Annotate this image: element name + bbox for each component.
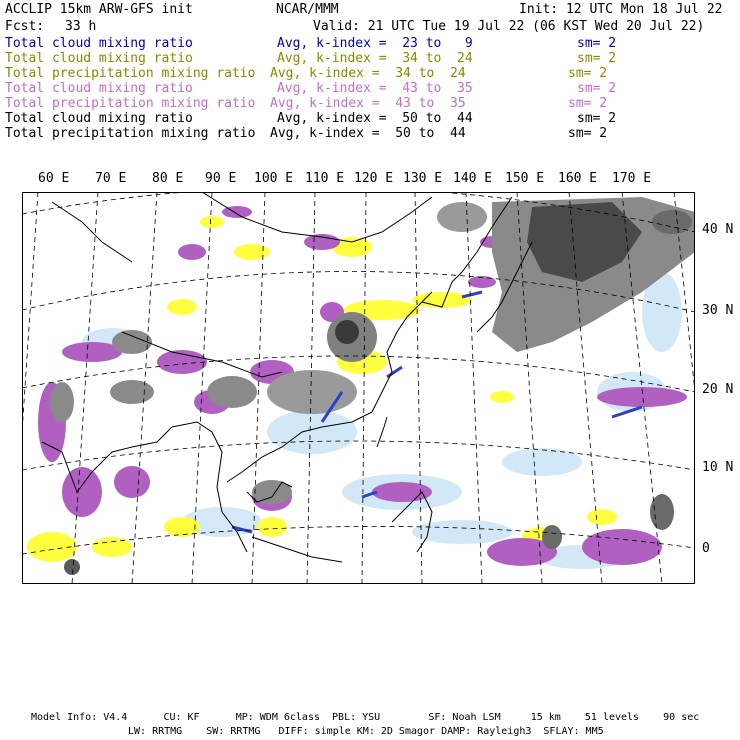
- field-avg-3: Avg, k-index = 34 to 24: [270, 66, 466, 81]
- field-sm-4: sm= 2: [577, 81, 617, 96]
- field-name-1: Total cloud mixing ratio: [5, 36, 193, 51]
- field-avg-1: Avg, k-index = 23 to 9: [277, 36, 473, 51]
- field-name-5: Total precipitation mixing ratio: [5, 96, 256, 111]
- lon-label-70e: 70 E: [95, 171, 127, 186]
- org-label: NCAR/MMM: [276, 2, 339, 17]
- field-avg-6: Avg, k-index = 50 to 44: [277, 111, 473, 126]
- field-sm-7: sm= 2: [568, 126, 608, 141]
- fcst-label: Fcst:: [5, 19, 45, 34]
- model-info-line-1: Model Info: V4.4 CU: KF MP: WDM 6class PBL: YSU SF: Noah LSM 15 km 51 levels 90 sec: [31, 712, 700, 723]
- field-name-2: Total cloud mixing ratio: [5, 51, 193, 66]
- map-title: ACCLIP 15km ARW-GFS init: [5, 2, 193, 17]
- model-info-line-2: LW: RRTMG SW: RRTMG DIFF: simple KM: 2D Smagor DAMP: Rayleigh3 SFLAY: MM5: [128, 726, 604, 737]
- lat-label-0: 0: [702, 541, 710, 556]
- lat-label-40n: 40 N: [702, 222, 734, 237]
- field-sm-5: sm= 2: [568, 96, 608, 111]
- field-avg-5: Avg, k-index = 43 to 35: [270, 96, 466, 111]
- lon-label-110e: 110 E: [305, 171, 345, 186]
- lon-label-160e: 160 E: [558, 171, 598, 186]
- field-name-3: Total precipitation mixing ratio: [5, 66, 256, 81]
- field-sm-3: sm= 2: [568, 66, 608, 81]
- lon-label-80e: 80 E: [152, 171, 184, 186]
- lon-label-140e: 140 E: [453, 171, 493, 186]
- init-time: Init: 12 UTC Mon 18 Jul 22: [519, 2, 723, 17]
- lon-label-100e: 100 E: [254, 171, 294, 186]
- valid-time: Valid: 21 UTC Tue 19 Jul 22 (06 KST Wed 20 Jul 22): [313, 19, 705, 34]
- field-avg-7: Avg, k-index = 50 to 44: [270, 126, 466, 141]
- lon-label-170e: 170 E: [612, 171, 652, 186]
- forecast-map: [22, 192, 695, 584]
- fcst-value: 33 h: [65, 19, 97, 34]
- lon-label-150e: 150 E: [505, 171, 545, 186]
- lat-label-10n: 10 N: [702, 460, 734, 475]
- field-avg-2: Avg, k-index = 34 to 24: [277, 51, 473, 66]
- lon-label-60e: 60 E: [38, 171, 70, 186]
- field-avg-4: Avg, k-index = 43 to 35: [277, 81, 473, 96]
- lon-label-120e: 120 E: [354, 171, 394, 186]
- field-sm-1: sm= 2: [577, 36, 617, 51]
- lat-label-30n: 30 N: [702, 303, 734, 318]
- field-name-6: Total cloud mixing ratio: [5, 111, 193, 126]
- lon-label-130e: 130 E: [403, 171, 443, 186]
- field-name-7: Total precipitation mixing ratio: [5, 126, 256, 141]
- field-sm-2: sm= 2: [577, 51, 617, 66]
- lat-label-20n: 20 N: [702, 382, 734, 397]
- field-sm-6: sm= 2: [577, 111, 617, 126]
- field-name-4: Total cloud mixing ratio: [5, 81, 193, 96]
- lon-label-90e: 90 E: [205, 171, 237, 186]
